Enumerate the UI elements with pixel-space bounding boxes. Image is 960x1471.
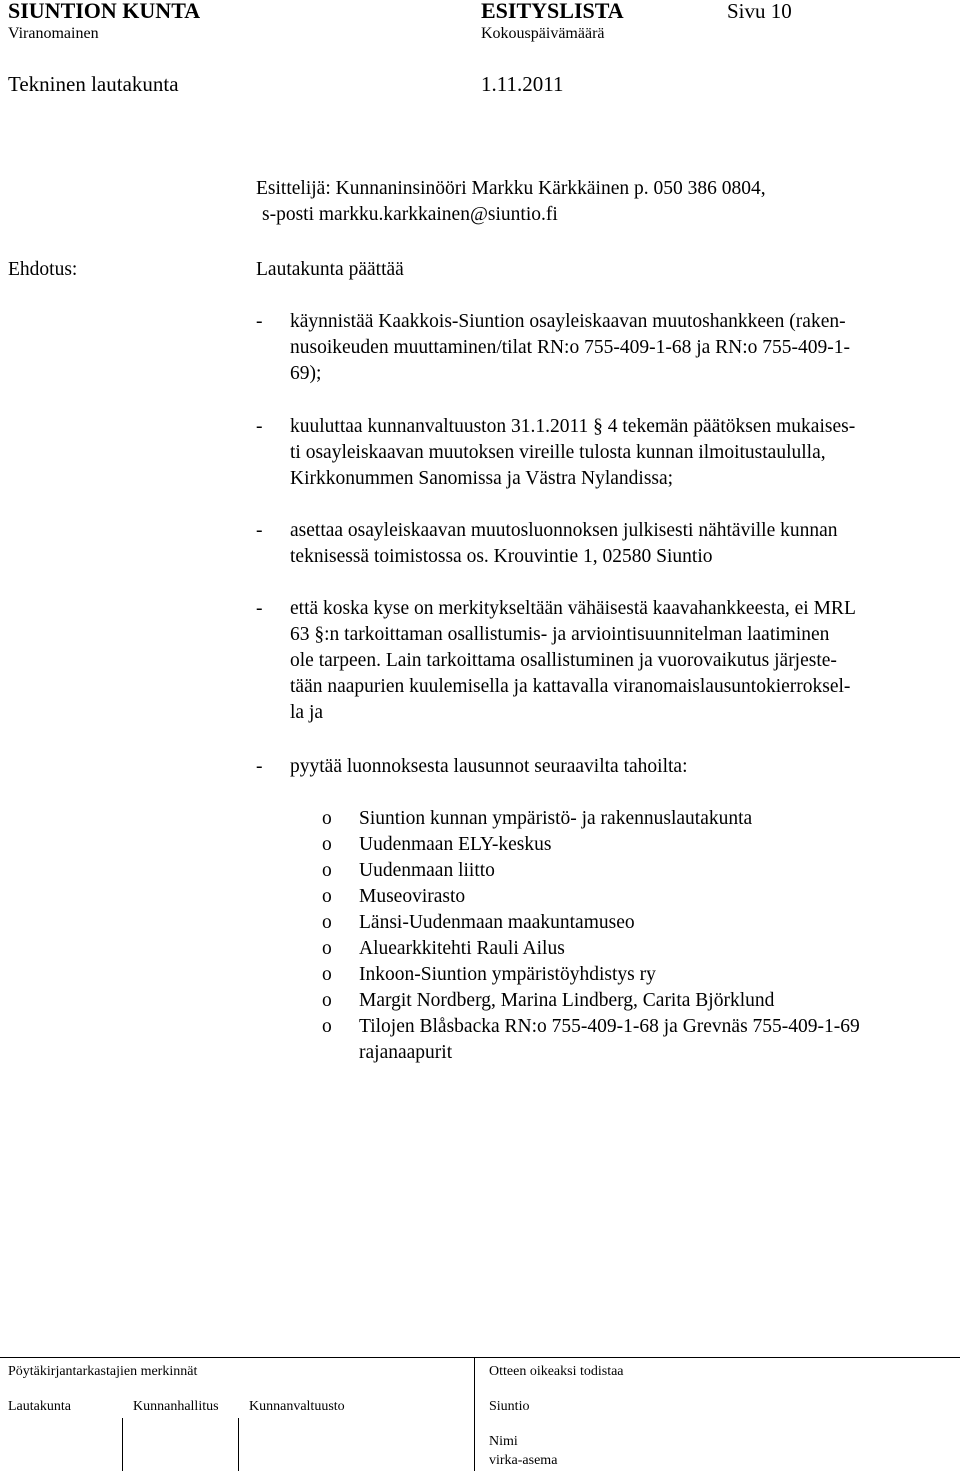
list-bullet: o — [322, 860, 332, 881]
list-item: Museovirasto — [359, 886, 466, 907]
reviewers-label: Pöytäkirjantarkastajien merkinnät — [8, 1364, 198, 1379]
meeting-date: 1.11.2011 — [481, 72, 564, 96]
presenter-line-2: s-posti markku.karkkainen@siuntio.fi — [262, 204, 558, 225]
item-line: kuuluttaa kunnanvaltuuston 31.1.2011 § 4 tekemän päätöksen mukaises- — [290, 416, 856, 437]
footer-title-label: virka-asema — [489, 1453, 558, 1468]
meeting-date-label: Kokouspäivämäärä — [481, 25, 605, 42]
org-name: SIUNTION KUNTA — [8, 0, 201, 23]
footer-divider — [238, 1418, 239, 1471]
item-line: 63 §:n tarkoittaman osallistumis- ja arviointisuunnitelman laatiminen — [290, 624, 830, 645]
proposal-label: Ehdotus: — [8, 259, 78, 280]
item-line: että koska kyse on merkitykseltään vähäisestä kaavahankkeesta, ei MRL — [290, 598, 856, 619]
list-item: Margit Nordberg, Marina Lindberg, Carita Björklund — [359, 990, 775, 1011]
list-bullet: o — [322, 808, 332, 829]
dash-marker: - — [256, 311, 263, 332]
item-line: Kirkkonummen Sanomissa ja Västra Nylandissa; — [290, 468, 674, 489]
list-bullet: o — [322, 886, 332, 907]
footer-place: Siuntio — [489, 1399, 530, 1414]
list-item: Aluearkkitehti Rauli Ailus — [359, 938, 565, 959]
footer-col-kunnanhallitus: Kunnanhallitus — [133, 1399, 219, 1414]
dash-marker: - — [256, 520, 263, 541]
list-item: Uudenmaan liitto — [359, 860, 495, 881]
footer-divider — [122, 1418, 123, 1471]
list-bullet: o — [322, 938, 332, 959]
footer-col-lautakunta: Lautakunta — [8, 1399, 71, 1414]
footer-divider — [0, 1357, 960, 1358]
list-bullet: o — [322, 1016, 332, 1037]
list-bullet: o — [322, 834, 332, 855]
dash-marker: - — [256, 756, 263, 777]
presenter-line-1: Esittelijä: Kunnaninsinööri Markku Kärkkäinen p. 050 386 0804, — [256, 178, 766, 199]
authority: Tekninen lautakunta — [8, 72, 179, 96]
item-line: ole tarpeen. Lain tarkoittama osallistuminen ja vuorovaikutus järjeste- — [290, 650, 837, 671]
doc-type: ESITYSLISTA — [481, 0, 624, 23]
item-line: käynnistää Kaakkois-Siuntion osayleiskaavan muutoshankkeen (raken- — [290, 311, 846, 332]
footer-col-kunnanvaltuusto: Kunnanvaltuusto — [249, 1399, 345, 1414]
list-item: Inkoon-Siuntion ympäristöyhdistys ry — [359, 964, 656, 985]
dash-marker: - — [256, 598, 263, 619]
authority-label: Viranomainen — [8, 25, 99, 42]
certified-label: Otteen oikeaksi todistaa — [489, 1364, 624, 1379]
proposal-intro: Lautakunta päättää — [256, 259, 404, 280]
item-line: nusoikeuden muuttaminen/tilat RN:o 755-409-1-68 ja RN:o 755-409-1- — [290, 337, 851, 358]
item-line: la ja — [290, 702, 324, 723]
list-bullet: o — [322, 964, 332, 985]
item-line: asettaa osayleiskaavan muutosluonnoksen julkisesti nähtäville kunnan — [290, 520, 838, 541]
footer-name-label: Nimi — [489, 1434, 518, 1449]
item-line: 69); — [290, 363, 322, 384]
list-item: Siuntion kunnan ympäristö- ja rakennuslautakunta — [359, 808, 753, 829]
item-line: ti osayleiskaavan muutoksen vireille tulosta kunnan ilmoitustaululla, — [290, 442, 826, 463]
list-bullet: o — [322, 912, 332, 933]
item-line: tään naapurien kuulemisella ja kattavalla viranomaislausuntokierroksel- — [290, 676, 851, 697]
list-item: Uudenmaan ELY-keskus — [359, 834, 552, 855]
footer-divider — [474, 1357, 475, 1471]
dash-marker: - — [256, 416, 263, 437]
list-item-continuation: rajanaapurit — [359, 1042, 453, 1063]
list-item: Länsi-Uudenmaan maakuntamuseo — [359, 912, 635, 933]
list-bullet: o — [322, 990, 332, 1011]
item-line: teknisessä toimistossa os. Krouvintie 1, 02580 Siuntio — [290, 546, 713, 567]
list-item: Tilojen Blåsbacka RN:o 755-409-1-68 ja Grevnäs 755-409-1-69 — [359, 1016, 860, 1037]
item-line: pyytää luonnoksesta lausunnot seuraavilta tahoilta: — [290, 756, 688, 777]
page-number: Sivu 10 — [727, 0, 792, 23]
